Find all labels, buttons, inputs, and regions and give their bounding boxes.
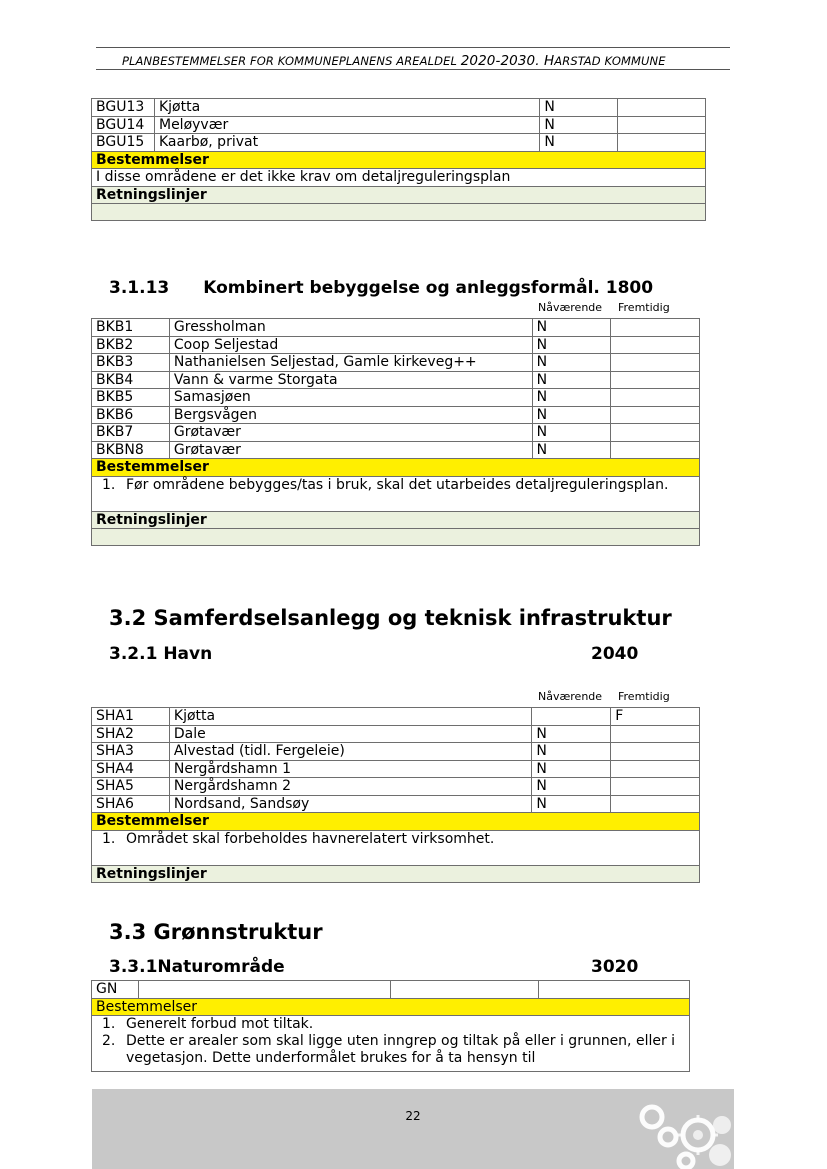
area-code: SHA6: [92, 795, 170, 813]
bestemmelser-list: [96, 1016, 685, 1067]
bestemmelser-content-row: [92, 830, 700, 865]
col-header-now: Nåværende: [538, 301, 603, 314]
area-name: Vann & varme Storgata: [169, 371, 532, 389]
status-future: [611, 778, 700, 796]
bestemmelser-content-row: [92, 169, 706, 187]
section-3-2-1-heading: [109, 644, 212, 664]
status-now: N: [532, 743, 611, 761]
status-now: N: [532, 441, 611, 459]
retningslinjer-row: [92, 865, 700, 883]
area-name: Meløyvær: [154, 116, 539, 134]
table-row: [92, 424, 700, 442]
area-code: BKB6: [92, 406, 170, 424]
area-code: SHA4: [92, 760, 170, 778]
status-future: [618, 116, 706, 134]
section-3-3-1-heading: [109, 957, 285, 977]
area-name: Kaarbø, privat: [154, 134, 539, 152]
running-header: [122, 53, 666, 69]
section-number: 3.3.1: [109, 957, 158, 977]
header-suffix: ARSTAD KOMMUNE: [554, 54, 666, 68]
retningslinjer-label: Retningslinjer: [92, 865, 700, 883]
status-future: [611, 406, 700, 424]
item-number: 2.: [102, 1033, 116, 1049]
status-now: N: [532, 406, 611, 424]
col-header-future: Fremtidig: [618, 690, 670, 703]
area-code: SHA3: [92, 743, 170, 761]
area-name: Samasjøen: [169, 389, 532, 407]
item-number: 1.: [102, 476, 116, 493]
status-future: [611, 441, 700, 459]
section-3-2-heading: 3.2 Samferdselsanlegg og teknisk infrastruktur: [109, 606, 672, 630]
status-future: [618, 134, 706, 152]
status-future: [618, 99, 706, 117]
table-gn: [91, 980, 690, 1072]
area-code: BGU14: [92, 116, 155, 134]
table-row: [92, 406, 700, 424]
table-row: [92, 441, 700, 459]
bestemmelser-text: I disse områdene er det ikke krav om detaljreguleringsplan: [92, 169, 706, 187]
table-row: [92, 760, 700, 778]
area-code: BKB7: [92, 424, 170, 442]
status-now: N: [532, 725, 611, 743]
list-item: [102, 830, 695, 848]
area-name: Coop Seljestad: [169, 336, 532, 354]
area-name: Kjøtta: [169, 708, 531, 726]
table-row: [92, 981, 690, 999]
table-row: [92, 116, 706, 134]
item-text: Området skal forbeholdes havnerelatert virksomhet.: [126, 830, 495, 847]
retningslinjer-label: Retningslinjer: [92, 186, 706, 204]
area-name: [138, 981, 390, 999]
bestemmelser-list: [96, 831, 695, 848]
status-future: [611, 760, 700, 778]
status-now: N: [540, 99, 618, 117]
bestemmelser-label: Bestemmelser: [92, 151, 706, 169]
section-number: 3.2.1: [109, 644, 158, 664]
bestemmelser-list: [96, 477, 695, 494]
area-code: GN: [92, 981, 139, 999]
area-code: BGU13: [92, 99, 155, 117]
area-code: SHA1: [92, 708, 170, 726]
header-suffix-initial: H: [539, 53, 555, 69]
gears-logo-icon: [634, 1095, 734, 1169]
status-future: [611, 389, 700, 407]
section-number: 3.1.13: [109, 278, 170, 298]
bestemmelser-label: Bestemmelser: [92, 459, 700, 477]
status-now: N: [540, 134, 618, 152]
bestemmelser-content-row: [92, 476, 700, 511]
header-years: 2020-2030.: [460, 53, 540, 69]
header-top-rule: [96, 47, 730, 48]
header-title: PLANBESTEMMELSER FOR KOMMUNEPLANENS AREALDEL: [122, 54, 461, 68]
status-future: [611, 743, 700, 761]
area-name: Dale: [169, 725, 531, 743]
table-row: [92, 389, 700, 407]
bestemmelser-row: [92, 151, 706, 169]
status-future: [611, 371, 700, 389]
item-text: Generelt forbud mot tiltak.: [126, 1016, 314, 1032]
status-now: N: [532, 424, 611, 442]
table-bgu: [91, 98, 706, 221]
area-code: BKBN8: [92, 441, 170, 459]
table-row: [92, 134, 706, 152]
bestemmelser-row: [92, 459, 700, 477]
status-future: [611, 424, 700, 442]
retningslinjer-row: [92, 511, 700, 529]
area-code: SHA2: [92, 725, 170, 743]
area-name: Gressholman: [169, 319, 532, 337]
status-now: N: [532, 795, 611, 813]
table-row: [92, 778, 700, 796]
status-now: [532, 708, 611, 726]
bestemmelser-label: Bestemmelser: [92, 813, 700, 831]
page-footer: [92, 1089, 734, 1169]
area-name: Alvestad (tidl. Fergeleie): [169, 743, 531, 761]
section-title: Naturområde: [157, 957, 285, 977]
status-future: [611, 725, 700, 743]
table-row: [92, 743, 700, 761]
table-row: [92, 336, 700, 354]
table-bkb: [91, 318, 700, 546]
status-now: [390, 981, 539, 999]
bestemmelser-content-row: [92, 1016, 690, 1072]
status-now: N: [540, 116, 618, 134]
status-now: N: [532, 336, 611, 354]
area-name: Nordsand, Sandsøy: [169, 795, 531, 813]
status-future: [611, 319, 700, 337]
area-name: Nergårdshamn 1: [169, 760, 531, 778]
area-name: Bergsvågen: [169, 406, 532, 424]
list-item: [102, 1033, 685, 1067]
area-name: Grøtavær: [169, 424, 532, 442]
col-header-future: Fremtidig: [618, 301, 670, 314]
status-now: N: [532, 389, 611, 407]
bestemmelser-label: Bestemmelser: [92, 998, 690, 1016]
section-title: Havn: [163, 644, 213, 664]
retningslinjer-content-row: [92, 204, 706, 221]
retningslinjer-content-row: [92, 529, 700, 546]
area-name: Nergårdshamn 2: [169, 778, 531, 796]
table-sha: [91, 707, 700, 883]
header-bottom-rule: [96, 69, 730, 70]
item-number: 1.: [102, 1016, 116, 1032]
area-code: BKB1: [92, 319, 170, 337]
col-header-now: Nåværende: [538, 690, 603, 703]
table-row: [92, 725, 700, 743]
table-row: [92, 319, 700, 337]
retningslinjer-label: Retningslinjer: [92, 511, 700, 529]
table-row: [92, 371, 700, 389]
area-code: SHA5: [92, 778, 170, 796]
area-code: BGU15: [92, 134, 155, 152]
area-code: BKB2: [92, 336, 170, 354]
area-code: BKB4: [92, 371, 170, 389]
status-now: N: [532, 371, 611, 389]
section-3-1-13-heading: [109, 278, 653, 298]
status-now: N: [532, 354, 611, 372]
status-future: [611, 336, 700, 354]
area-code: BKB3: [92, 354, 170, 372]
item-text: Før områdene bebygges/tas i bruk, skal det utarbeides detaljreguleringsplan.: [126, 476, 669, 493]
bestemmelser-row: [92, 813, 700, 831]
item-text: Dette er arealer som skal ligge uten inngrep og tiltak på eller i grunnen, eller i vegetasjon. Dette underformålet brukes for å ta hensyn til: [126, 1033, 676, 1066]
retningslinjer-row: [92, 186, 706, 204]
page-number: 22: [405, 1109, 421, 1123]
status-future: F: [611, 708, 700, 726]
area-name: Kjøtta: [154, 99, 539, 117]
section-3-2-1-code: 2040: [591, 644, 639, 664]
section-3-3-heading: 3.3 Grønnstruktur: [109, 920, 323, 944]
section-3-3-1-code: 3020: [591, 957, 639, 977]
item-number: 1.: [102, 830, 116, 847]
list-item: [102, 1016, 685, 1033]
status-future: [611, 354, 700, 372]
table-row: [92, 708, 700, 726]
status-now: N: [532, 760, 611, 778]
area-name: Nathanielsen Seljestad, Gamle kirkeveg++: [169, 354, 532, 372]
area-name: Grøtavær: [169, 441, 532, 459]
area-code: BKB5: [92, 389, 170, 407]
status-now: N: [532, 778, 611, 796]
status-now: N: [532, 319, 611, 337]
table-row: [92, 99, 706, 117]
table-row: [92, 354, 700, 372]
status-future: [611, 795, 700, 813]
list-item: [102, 476, 695, 494]
status-future: [539, 981, 690, 999]
table-row: [92, 795, 700, 813]
section-title: Kombinert bebyggelse og anleggsformål. 1800: [203, 278, 654, 298]
bestemmelser-row: [92, 998, 690, 1016]
